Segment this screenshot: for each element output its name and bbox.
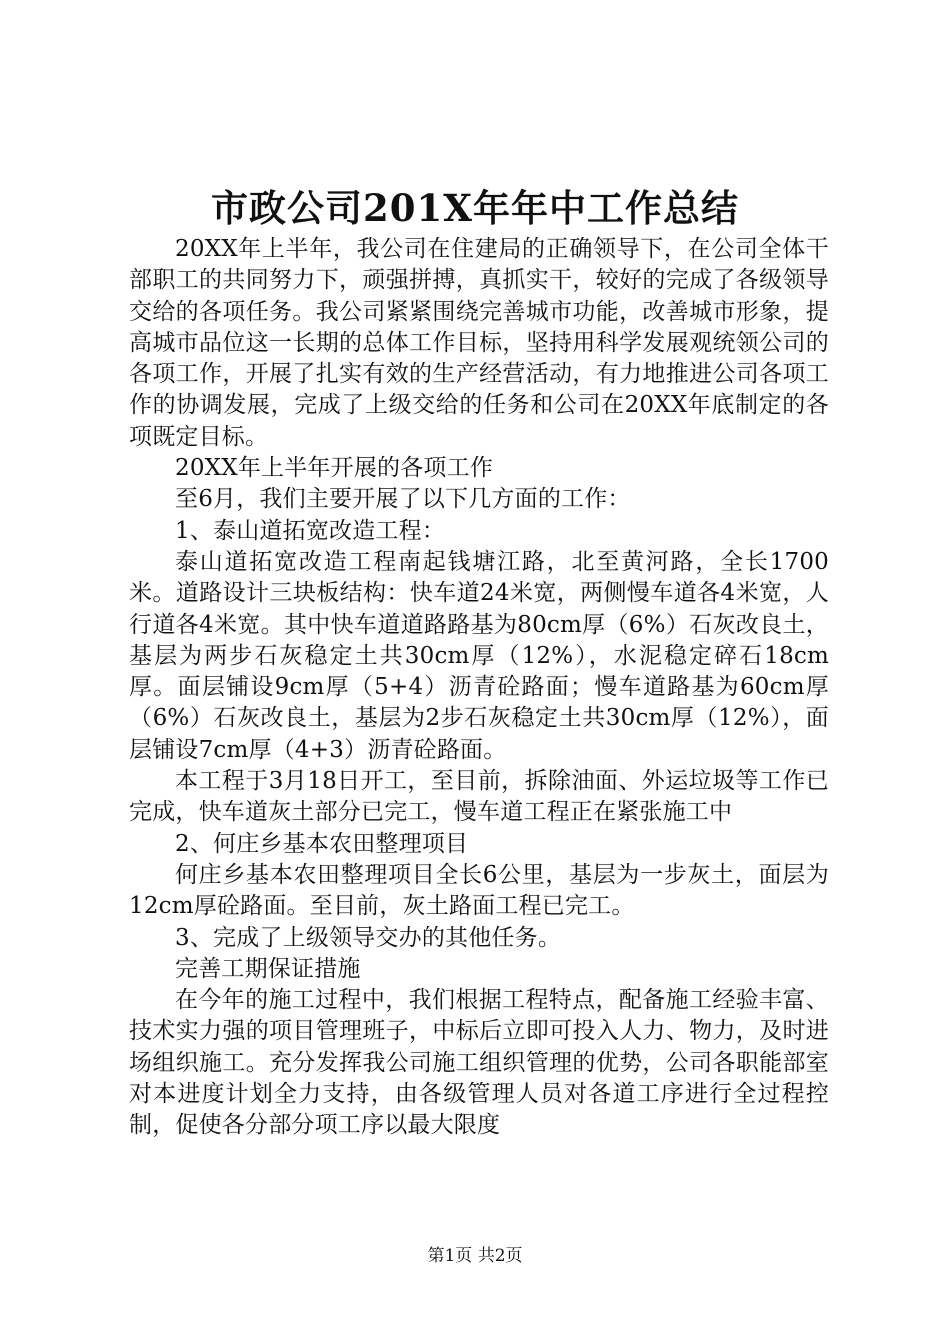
document-body <box>129 234 829 1142</box>
item-heading-3: 3、完成了上级领导交办的其他任务。 <box>175 924 562 951</box>
page-footer: 第1页 共2页 <box>427 1246 523 1266</box>
section-heading-schedule: 完善工期保证措施 <box>175 955 361 982</box>
paragraph-intro: 20XX年上半年，我公司在住建局的正确领导下，在公司全体干部职工的共同努力下，顽强拼搏，真抓实干，较好的完成了各级领导交给的各项任务。我公司紧紧围绕完善城市功能，改善城市形象，提高城市品位这一长期的总体工作目标，坚持用科学发展观统领公司的各项工作，开展了扎实有效的生产经营活动，有力地推进公司各项工作的协调发展，完成了上级交给的任务和公司在20XX年底制定的各项既定目标。 <box>129 236 829 450</box>
item-heading-2: 2、何庄乡基本农田整理项目 <box>175 830 469 857</box>
document-title: 市政公司201X年年中工作总结 <box>211 186 739 230</box>
item-heading-1: 1、泰山道拓宽改造工程： <box>175 517 446 544</box>
paragraph-project-2: 何庄乡基本农田整理项目全长6公里，基层为一步灰土，面层为12cm厚砼路面。至目前，灰土路面工程已完工。 <box>129 861 829 920</box>
paragraph-schedule-measures: 在今年的施工过程中，我们根据工程特点，配备施工经验丰富、技术实力强的项目管理班子，中标后立即可投入人力、物力，及时进场组织施工。充分发挥我公司施工组织管理的优势，公司各职能部室对本进度计划全力支持，由各级管理人员对各道工序进行全过程控制，促使各分部分项工序以最大限度 <box>129 987 829 1139</box>
paragraph-project-1-progress: 本工程于3月18日开工，至目前，拆除油面、外运垃圾等工作已完成，快车道灰土部分已完工，慢车道工程正在紧张施工中 <box>129 768 829 826</box>
paragraph-project-1-spec: 泰山道拓宽改造工程南起钱塘江路，北至黄河路，全长1700米。道路设计三块板结构：快车道24米宽，两侧慢车道各4米宽，人行道各4米宽。其中快车道道路路基为80cm厚（6%）石灰改良土，基层为两步石灰稳定土共30cm厚（12%），水泥稳定碎石18cm厚。面层铺设9cm厚（5+4）沥青砼路面；慢车道路基为60cm厚（6%）石灰改良土，基层为2步石灰稳定土共30cm厚（12%），面层铺设7cm厚（4+3）沥青砼路面。 <box>129 548 829 763</box>
paragraph-overview: 至6月，我们主要开展了以下几方面的工作： <box>175 486 631 513</box>
section-heading-work: 20XX年上半年开展的各项工作 <box>175 455 494 482</box>
